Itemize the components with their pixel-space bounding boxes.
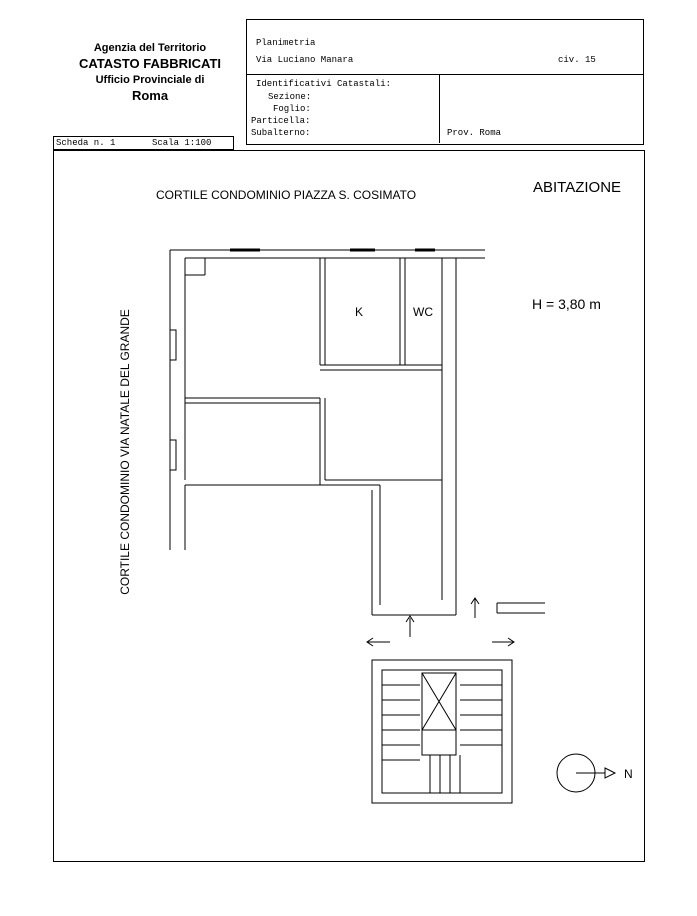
doc-type: Planimetria	[256, 38, 316, 48]
catasto-title: CATASTO FABBRICATI	[78, 56, 222, 71]
subalterno-label: Subalterno:	[251, 128, 311, 138]
landing-walls	[497, 603, 545, 613]
left-windows	[170, 330, 176, 470]
address: Via Luciano Manara	[256, 55, 354, 65]
particella-label: Particella:	[251, 116, 311, 126]
cadastral-title: Identificativi Catastali:	[256, 79, 392, 89]
height-label: H = 3,80 m	[532, 296, 601, 312]
foglio-label: Foglio:	[273, 104, 311, 114]
interior-walls	[185, 258, 442, 485]
entry-arrows	[367, 598, 514, 646]
office-city: Roma	[131, 88, 169, 103]
province-label: Prov. Roma	[447, 128, 502, 138]
scheda-label: Scheda n. 1	[56, 138, 116, 148]
sezione-label: Sezione:	[268, 92, 312, 102]
courtyard-top-label: CORTILE CONDOMINIO PIAZZA S. COSIMATO	[156, 188, 417, 202]
room-wc-label: WC	[413, 305, 433, 319]
unit-type-label: ABITAZIONE	[533, 179, 622, 196]
north-arrow-icon	[557, 754, 615, 792]
room-k-label: K	[355, 305, 364, 319]
civic-number: civ. 15	[558, 55, 596, 65]
outer-walls	[170, 250, 485, 615]
north-label: N	[624, 767, 633, 781]
scala-label: Scala 1:100	[152, 138, 212, 148]
stair-block	[372, 660, 512, 803]
courtyard-left-label: CORTILE CONDOMINIO VIA NATALE DEL GRANDE	[118, 309, 132, 595]
office-label: Ufficio Provinciale di	[95, 74, 205, 86]
agency-name: Agenzia del Territorio	[93, 42, 207, 54]
